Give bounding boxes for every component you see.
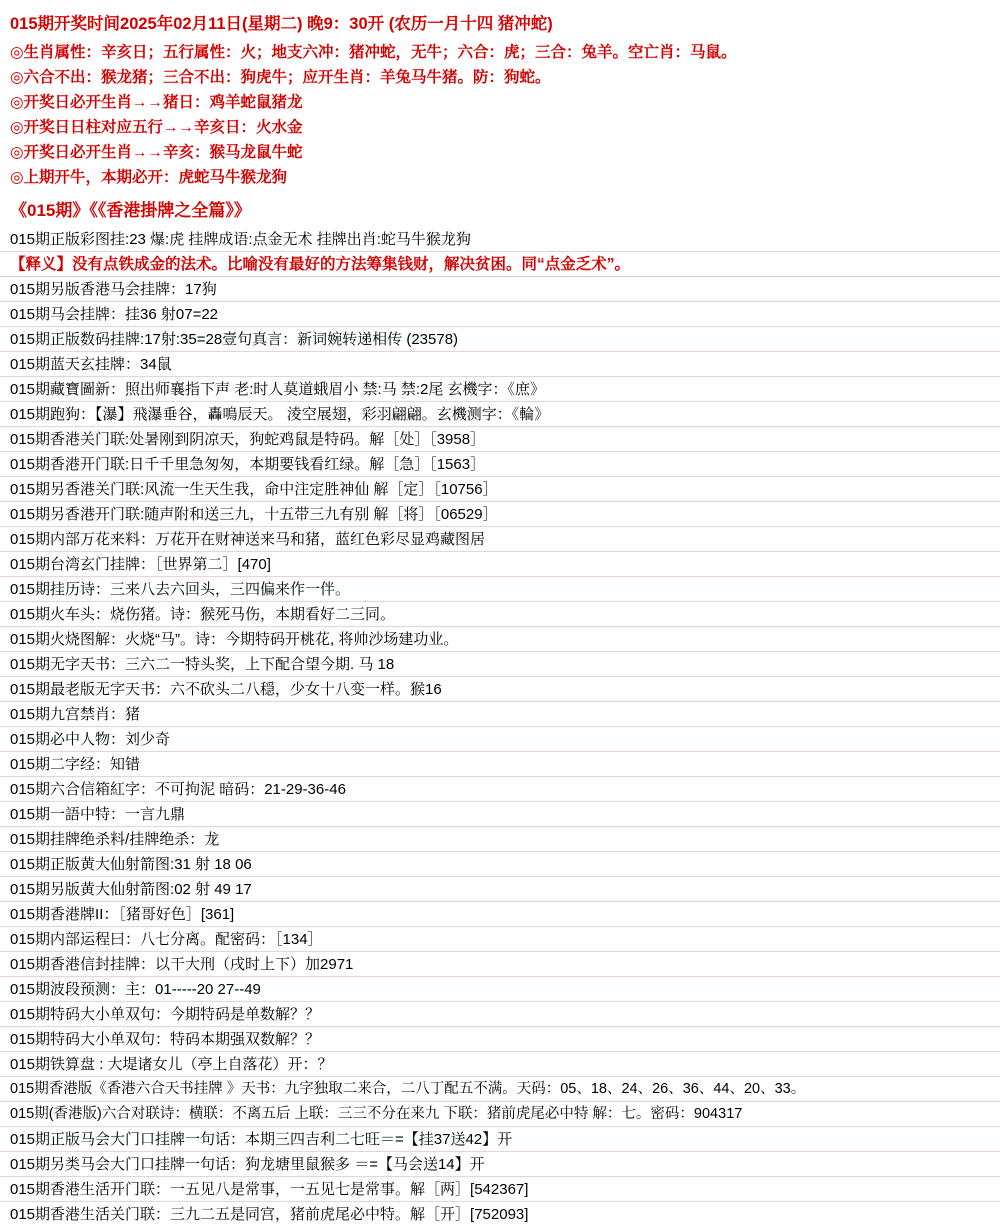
list-item: 015期正版马会大门口挂牌一句话：本期三四吉利二七旺＝=【挂37送42】开 bbox=[0, 1127, 1000, 1152]
list-item: 015期香港生活关门联：三九二五是同宫，猪前虎尾必中特。解［开］[752093] bbox=[10, 1205, 529, 1223]
list-item: 015期另香港关门联:风流一生天生我，命中注定胜神仙 解［定］［10756］ bbox=[0, 477, 1000, 502]
list-item: 015期(香港版)六合对联诗：横联：不离五后 上联：三三不分在来九 下联：猪前虎尾必中特 解：七。密码：904317 bbox=[0, 1102, 1000, 1127]
list-item: 015期特码大小单双句：今期特码是单数解？？ bbox=[0, 1002, 1000, 1027]
zodiac-line: ◎开奖日必开生肖→→猪日：鸡羊蛇鼠猪龙 bbox=[10, 93, 303, 111]
list-item: 015期跑狗：【瀑】飛瀑垂谷，轟鳴辰天。 淩空展翅，彩羽翩翩。玄機测字：《輪》 bbox=[0, 402, 1000, 427]
list-item: 015期马会挂牌：挂36 射07=22 bbox=[0, 302, 1000, 327]
draw-time-header: 015期开奖时间2025年02月11日(星期二) 晚9：30开 (农历一月十四 猪冲蛇) bbox=[10, 15, 553, 33]
list-item: 015期内部万花来料：万花开在财神送来马和猪，蓝红色彩尽显鸡藏图居 bbox=[0, 527, 1000, 552]
list-item: 【释义】没有点铁成金的法术。比喻没有最好的方法筹集钱财，解决贫困。同“点金乏术”。 bbox=[0, 252, 1000, 277]
list-item: 015期火车头：烧伤猪。诗：猴死马伤，本期看好二三同。 bbox=[0, 602, 1000, 627]
list-item: 015期六合信箱紅字：不可拘泥 暗码：21-29-36-46 bbox=[0, 777, 1000, 802]
list-item: 015期另香港开门联:随声附和送三九，十五带三九有别 解［将］［06529］ bbox=[0, 502, 1000, 527]
list-item: 015期香港信封挂牌：以干大刑（戌时上下）加2971 bbox=[0, 952, 1000, 977]
list-item: 015期香港牌II：［猪哥好色］[361] bbox=[0, 902, 1000, 927]
list-item: 015期内部运程曰：八七分离。配密码：［134］ bbox=[0, 927, 1000, 952]
list-item: 015期香港版《香港六合天书挂牌 》天书：九字独取二来合，二八丁配五不满。天码：05、18、24、26、36、44、20、33。 bbox=[0, 1077, 1000, 1102]
list-item: 015期正版数码挂牌:17射:35=28壹句真言：新词婉转递相传 (23578) bbox=[0, 327, 1000, 352]
list-item: 015期蓝天玄挂牌：34鼠 bbox=[0, 352, 1000, 377]
list-item: 015期香港生活开门联：一五见八是常事，一五见七是常事。解［两］[542367] bbox=[0, 1177, 1000, 1202]
list-item: 015期正版彩图挂:23 爆:虎 挂牌成语:点金无术 挂牌出肖:蛇马牛猴龙狗 bbox=[0, 227, 1000, 252]
list-item: 015期一語中特：一言九鼎 bbox=[0, 802, 1000, 827]
zodiac-line: ◎生肖属性：辛亥日；五行属性：火；地支六冲：猪冲蛇，无牛；六合：虎；三合：兔羊。空亡肖：马鼠。 bbox=[10, 43, 737, 61]
list-item: 015期挂牌绝杀料/挂牌绝杀：龙 bbox=[0, 827, 1000, 852]
list-item: 015期必中人物：刘少奇 bbox=[0, 727, 1000, 752]
list-item: 015期另版香港马会挂牌：17狗 bbox=[0, 277, 1000, 302]
list-item: 015期台湾玄门挂牌：［世界第二］[470] bbox=[0, 552, 1000, 577]
list-item: 015期香港关门联:处暑刚到阴凉天，狗蛇鸡鼠是特码。解［处］［3958］ bbox=[0, 427, 1000, 452]
list-item: 015期挂历诗：三来八去六回头，三四偏来作一伴。 bbox=[0, 577, 1000, 602]
entry-list bbox=[0, 227, 1000, 1226]
zodiac-line: ◎开奖日必开生肖→→辛亥：猴马龙鼠牛蛇 bbox=[10, 143, 303, 161]
list-item: 015期正版黄大仙射箭图:31 射 18 06 bbox=[0, 852, 1000, 877]
list-item: 015期特码大小单双句：特码本期强双数解？？ bbox=[0, 1027, 1000, 1052]
zodiac-attributes-block bbox=[0, 38, 1000, 190]
zodiac-line: ◎上期开牛，本期必开：虎蛇马牛猴龙狗 bbox=[10, 168, 288, 186]
zodiac-line: ◎六合不出：猴龙猪；三合不出：狗虎牛；应开生肖：羊兔马牛猪。防：狗蛇。 bbox=[10, 68, 551, 86]
list-item: 015期香港开门联:日千千里急匆匆，本期要钱看红绿。解［急］［1563］ bbox=[0, 452, 1000, 477]
list-item: 015期藏寶圖新：照出师襄指下声 老:时人莫道蛾眉小 禁:马 禁:2尾 玄機字：《庶》 bbox=[0, 377, 1000, 402]
list-item: 015期九宫禁肖：猪 bbox=[0, 702, 1000, 727]
list-item: 015期火烧图解：火烧“马”。诗：今期特码开桃花, 将帅沙场建功业。 bbox=[0, 627, 1000, 652]
list-item: 015期二字经：知错 bbox=[0, 752, 1000, 777]
list-item: 015期铁算盘 : 大堤诸女儿（亭上自落花）开：？ bbox=[0, 1052, 1000, 1077]
page-title: 《015期》《《香港掛牌之全篇》》 bbox=[10, 201, 251, 220]
list-item: 015期最老版无字天书：六不砍头二八穏，少女十八变一样。猴16 bbox=[0, 677, 1000, 702]
zodiac-line: ◎开奖日日柱对应五行→→辛亥日：火水金 bbox=[10, 118, 303, 136]
list-item: 015期另类马会大门口挂牌一句话：狗龙塘里鼠猴多 ＝=【马会送14】开 bbox=[0, 1152, 1000, 1177]
list-item: 015期波段预测：主：01-----20 27--49 bbox=[0, 977, 1000, 1002]
list-item: 015期无字天书：三六二一特头奖，上下配合望今期. 马 18 bbox=[0, 652, 1000, 677]
list-item: 015期另版黄大仙射箭图:02 射 49 17 bbox=[0, 877, 1000, 902]
